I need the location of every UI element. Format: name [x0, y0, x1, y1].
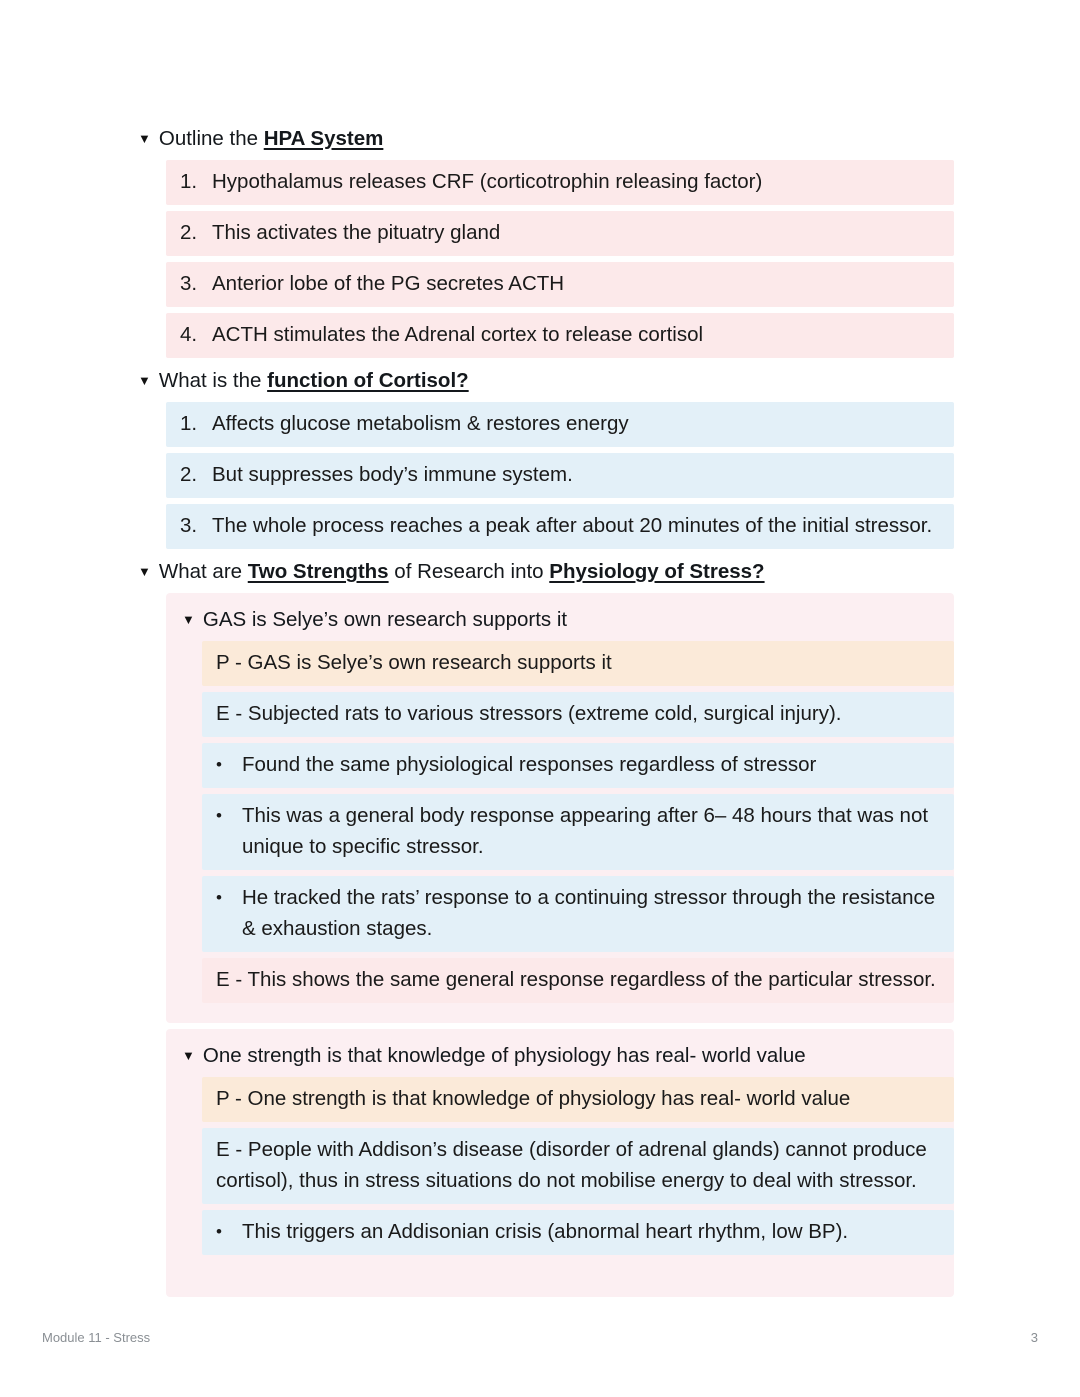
question-prefix: Outline the	[158, 127, 264, 150]
evidence-line[interactable]: E - Subjected rats to various stressors (extreme cold, surgical injury).	[202, 692, 954, 737]
list-item[interactable]	[166, 504, 954, 549]
question-text	[159, 366, 954, 396]
list-item-text: This was a general body response appearing after 6– 48 hours that was not unique to specific stressor.	[242, 804, 929, 858]
question-header-two-strengths[interactable]	[138, 555, 954, 593]
question-prefix: What is the	[158, 369, 268, 392]
chevron-down-icon[interactable]: ▼	[138, 564, 151, 579]
list-item[interactable]	[166, 402, 954, 447]
list-item-text: He tracked the rats’ response to a continuing stressor through the resistance & exhaustion stages.	[242, 886, 936, 940]
footer-page-number: 3	[1030, 1330, 1038, 1345]
bullet-dot-icon: •	[216, 1222, 222, 1241]
question-prefix: What are	[158, 560, 248, 583]
list-item[interactable]	[202, 794, 954, 870]
question-middle: of Research into	[388, 560, 550, 583]
strength-heading-row[interactable]	[166, 601, 954, 641]
page-footer	[42, 1330, 1038, 1345]
chevron-down-icon[interactable]: ▼	[182, 612, 195, 627]
chevron-down-icon[interactable]: ▼	[138, 373, 151, 388]
list-item[interactable]	[166, 211, 954, 256]
document-content	[138, 122, 954, 1303]
explanation-line[interactable]: E - This shows the same general response regardless of the particular stressor.	[202, 958, 954, 1003]
list-item-text: This activates the pituatry gland	[212, 221, 501, 244]
list-item-text: Anterior lobe of the PG secretes ACTH	[212, 272, 565, 295]
bullet-dot-icon: •	[216, 755, 222, 774]
evidence-line[interactable]: E - People with Addison’s disease (disorder of adrenal glands) cannot produce cortisol), thus in stress situations do not mobilise energy to deal with stressor.	[202, 1128, 954, 1204]
answer-list-hpa-system	[138, 160, 954, 358]
strength-heading-text: GAS is Selye’s own research supports it	[202, 608, 568, 631]
list-item-text: Affects glucose metabolism & restores energy	[212, 412, 629, 435]
block-trailing-space	[166, 1261, 954, 1283]
list-item[interactable]	[202, 1210, 954, 1255]
list-item-text: ACTH stimulates the Adrenal cortex to release cortisol	[212, 323, 704, 346]
list-item-text: Hypothalamus releases CRF (corticotrophin releasing factor)	[212, 170, 763, 193]
strength-block-gas-selye	[166, 593, 954, 1023]
list-item[interactable]	[166, 262, 954, 307]
question-header-hpa-system[interactable]	[138, 122, 954, 160]
list-marker: 2.	[180, 221, 198, 244]
question-text	[159, 124, 954, 154]
list-item-text: This triggers an Addisonian crisis (abnormal heart rhythm, low BP).	[242, 1220, 849, 1243]
strength-heading-row[interactable]	[166, 1037, 954, 1077]
chevron-down-icon[interactable]: ▼	[182, 1048, 195, 1063]
question-keyword: Two Strengths	[247, 560, 389, 583]
list-marker: 4.	[180, 323, 198, 346]
list-item[interactable]	[202, 743, 954, 788]
point-line[interactable]: P - One strength is that knowledge of physiology has real- world value	[202, 1077, 954, 1122]
question-text	[159, 557, 954, 587]
strength-heading-text: One strength is that knowledge of physiology has real- world value	[202, 1044, 806, 1067]
point-line[interactable]: P - GAS is Selye’s own research supports it	[202, 641, 954, 686]
list-marker: 1.	[180, 170, 198, 193]
question-keyword: Physiology of Stress?	[549, 560, 765, 583]
strength-block-real-world-value	[166, 1029, 954, 1297]
footer-module-label: Module 11 - Stress	[42, 1330, 151, 1345]
list-item[interactable]	[166, 160, 954, 205]
bullet-dot-icon: •	[216, 806, 222, 825]
question-header-function-of-cortisol[interactable]	[138, 364, 954, 402]
bullet-dot-icon: •	[216, 888, 222, 907]
list-item-text: The whole process reaches a peak after about 20 minutes of the initial stressor.	[212, 514, 933, 537]
list-marker: 1.	[180, 412, 198, 435]
list-item[interactable]	[166, 313, 954, 358]
list-item-text: But suppresses body’s immune system.	[212, 463, 573, 486]
list-item[interactable]	[202, 876, 954, 952]
list-marker: 3.	[180, 514, 198, 537]
list-item-text: Found the same physiological responses regardless of stressor	[242, 753, 817, 776]
chevron-down-icon[interactable]: ▼	[138, 131, 151, 146]
question-keyword: function of Cortisol?	[267, 369, 469, 392]
list-item[interactable]	[166, 453, 954, 498]
list-marker: 2.	[180, 463, 198, 486]
question-keyword: HPA System	[263, 127, 384, 150]
answer-list-function-of-cortisol	[138, 402, 954, 549]
list-marker: 3.	[180, 272, 198, 295]
